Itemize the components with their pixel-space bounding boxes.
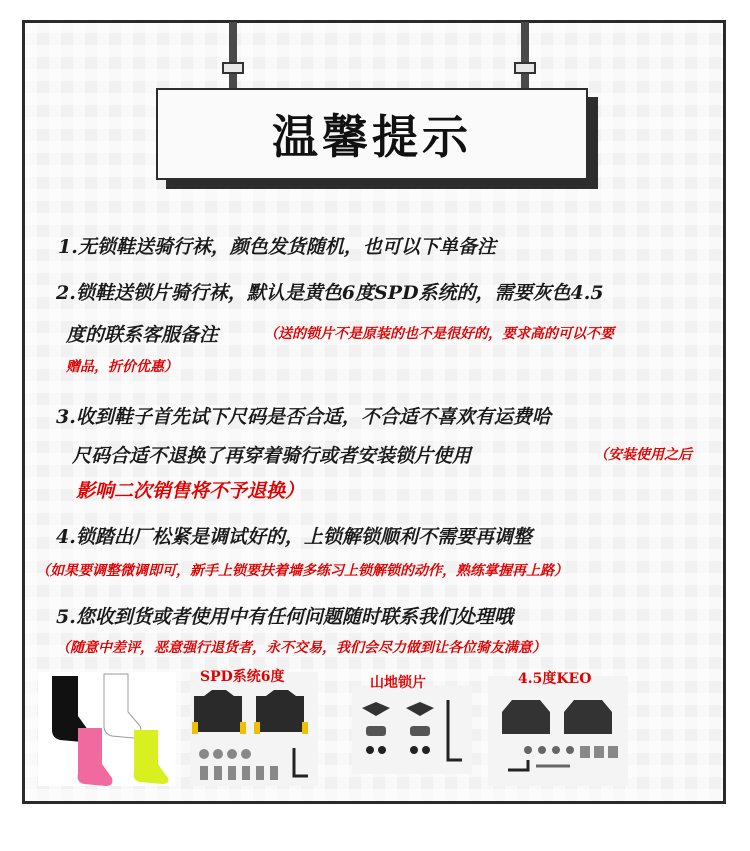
note-4-remark: （如果要调整微调即可，新手上锁要扶着墙多练习上锁解锁的动作，熟练掌握再上路） <box>36 563 568 579</box>
note-3-remark: （安装使用之后 <box>594 447 692 463</box>
hanger-clamp-left <box>222 62 244 74</box>
keo-cleat-label: 4.5度KEO <box>518 671 592 687</box>
note-5-line1: 5.您收到货或者使用中有任何问题随时联系我们处理哦 <box>56 606 513 628</box>
spd-cleat-image <box>190 672 318 786</box>
hanger-rod-right <box>521 22 529 90</box>
socks-image <box>38 672 176 786</box>
note-3-line1: 3.收到鞋子首先试下尺码是否合适，不合适不喜欢有运费哈 <box>56 406 551 428</box>
note-2-line2: 度的联系客服备注 <box>66 324 219 346</box>
mtb-cleat-label: 山地锁片 <box>370 675 426 691</box>
note-4-line1: 4.锁踏出厂松紧是调试好的，上锁解锁顺利不需要再调整 <box>56 526 532 548</box>
mtb-cleat-image <box>352 686 472 774</box>
hanger-clamp-right <box>514 62 536 74</box>
spd-cleat-label: SPD系统6度 <box>200 669 285 685</box>
note-2-line1: 2.锁鞋送锁片骑行袜，默认是黄色6度SPD系统的，需要灰色4.5 <box>56 282 604 304</box>
note-2-remark-cont: 赠品，折价优惠） <box>66 359 178 375</box>
keo-cleat-image <box>488 676 628 786</box>
note-3-warning: 影响二次销售将不予退换） <box>76 480 305 502</box>
note-3-line2: 尺码合适不退换了再穿着骑行或者安装锁片使用 <box>72 445 472 467</box>
title-sign <box>156 88 588 180</box>
hanger-rod-left <box>229 22 237 90</box>
page-title: 温馨提示 <box>272 110 472 164</box>
note-5-remark: （随意中差评，恶意强行退货者，永不交易，我们会尽力做到让各位骑友满意） <box>56 640 546 656</box>
note-1: 1.无锁鞋送骑行袜，颜色发货随机，也可以下单备注 <box>58 236 496 258</box>
note-2-remark: （送的锁片不是原装的也不是很好的，要求高的可以不要 <box>264 326 614 342</box>
